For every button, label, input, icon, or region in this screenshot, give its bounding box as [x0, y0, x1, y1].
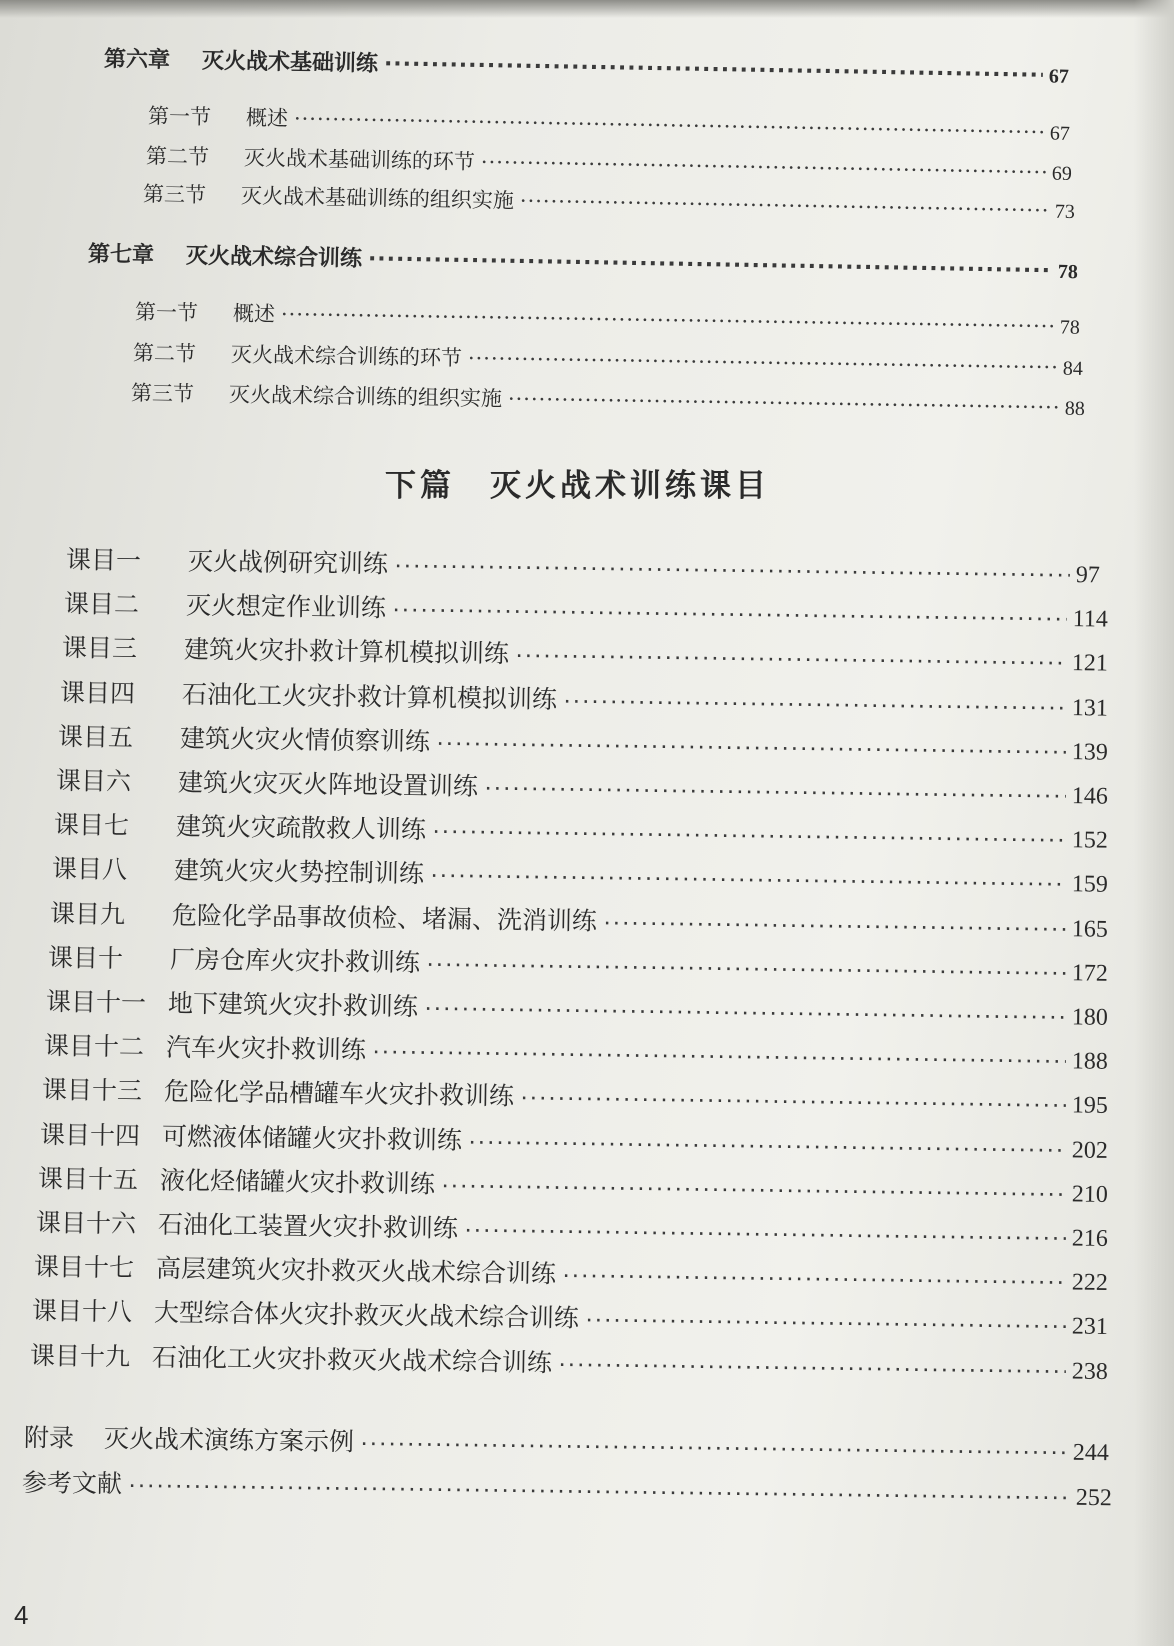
- dot-leader: [563, 686, 1066, 722]
- course-page: 139: [1071, 738, 1109, 766]
- chapter-title: 灭火战术基础训练: [201, 48, 379, 77]
- appendix-page: 244: [1072, 1439, 1110, 1467]
- course-title: 危险化学品槽罐车火灾扑救训练: [163, 1078, 515, 1111]
- toc-section-7-1: [135, 296, 1080, 341]
- course-number: 课目十五: [37, 1164, 139, 1195]
- section-page: 88: [1064, 397, 1086, 420]
- course-number: 课目十四: [39, 1120, 141, 1150]
- course-number: 课目十: [47, 943, 124, 973]
- toc-course: [34, 1247, 1108, 1298]
- section-page: 84: [1062, 357, 1084, 380]
- toc-course: [54, 805, 1108, 856]
- section-number: 第三节: [130, 381, 195, 406]
- course-title: 厂房仓库火灾扑救训练: [169, 945, 421, 977]
- toc-section-6-3: [143, 178, 1075, 225]
- toc-course: [60, 673, 1108, 724]
- course-number: 课目十八: [31, 1297, 133, 1327]
- course-title: 危险化学品事故侦检、堵漏、洗消训练: [171, 901, 598, 936]
- course-page: 131: [1071, 694, 1109, 722]
- course-page: 231: [1071, 1313, 1109, 1341]
- section-number: 第二节: [132, 341, 197, 366]
- section-title: 灭火战术基础训练的环节: [243, 145, 476, 175]
- page-top-shadow: [0, 0, 1174, 18]
- section-title: 灭火战术基础训练的组织实施: [240, 183, 515, 213]
- course-number: 课目七: [53, 811, 130, 841]
- toc-course: [56, 761, 1108, 812]
- toc-course: [42, 1070, 1108, 1121]
- course-page: 188: [1071, 1048, 1109, 1076]
- section-title: 灭火战术综合训练的环节: [230, 342, 463, 371]
- page-right-shadow: [1134, 0, 1174, 1646]
- dot-leader: [520, 1083, 1066, 1120]
- toc-course: [62, 628, 1108, 679]
- toc-course: [40, 1115, 1108, 1166]
- toc-appendix: [24, 1418, 1109, 1468]
- course-page: 172: [1071, 960, 1109, 987]
- course-page: 222: [1071, 1269, 1109, 1297]
- part-title: 下篇 灭火战术训练课目: [385, 468, 770, 504]
- course-number: 课目四: [59, 678, 136, 708]
- toc-chapter-7: [88, 237, 1078, 285]
- course-page: 180: [1071, 1004, 1109, 1031]
- section-title: 概述: [232, 301, 276, 327]
- dot-leader: [558, 1349, 1066, 1385]
- course-title: 建筑火灾火情侦察训练: [179, 724, 431, 756]
- section-number: 第三节: [142, 182, 207, 208]
- toc-references: [22, 1463, 1112, 1513]
- course-number: 课目二: [63, 590, 140, 620]
- course-title: 石油化工火灾扑救灭火战术综合训练: [151, 1343, 553, 1377]
- course-title: 汽车火灾扑救训练: [165, 1033, 367, 1065]
- course-page: 216: [1071, 1225, 1109, 1252]
- dot-leader: [468, 1127, 1066, 1164]
- course-title: 灭火想定作业训练: [185, 591, 387, 623]
- course-number: 课目一: [65, 546, 142, 576]
- toc-course: [32, 1291, 1108, 1342]
- course-number: 课目十九: [29, 1341, 131, 1371]
- dot-leader: [432, 816, 1066, 854]
- chapter-page: 78: [1057, 260, 1078, 284]
- toc-course: [38, 1159, 1108, 1210]
- dot-leader: [281, 302, 1054, 338]
- course-page: 165: [1071, 915, 1109, 943]
- section-number: 第二节: [145, 144, 210, 170]
- page-number: 4: [14, 1600, 29, 1630]
- dot-leader: [562, 1261, 1066, 1297]
- dot-leader: [426, 949, 1066, 987]
- course-number: 课目五: [57, 722, 134, 752]
- toc-course: [46, 982, 1108, 1033]
- section-page: 73: [1054, 200, 1076, 224]
- course-number: 课目六: [55, 767, 132, 797]
- dot-leader: [368, 247, 1052, 284]
- chapter-title: 灭火战术综合训练: [185, 243, 363, 272]
- dot-leader: [484, 773, 1066, 810]
- dot-leader: [430, 861, 1066, 899]
- dot-leader: [384, 52, 1043, 88]
- course-title: 灭火战例研究训练: [187, 547, 389, 579]
- toc-course: [64, 584, 1108, 635]
- course-page: 159: [1071, 871, 1109, 899]
- dot-leader: [128, 1470, 1070, 1511]
- dot-leader: [481, 150, 1046, 184]
- appendix-label: 附录: [23, 1424, 75, 1453]
- dot-leader: [372, 1037, 1066, 1076]
- chapter-number: 第七章: [87, 242, 155, 269]
- toc-course: [36, 1203, 1108, 1254]
- toc-section-7-2: [133, 337, 1083, 382]
- course-title: 地下建筑火灾扑救训练: [167, 989, 419, 1022]
- chapter-number: 第六章: [103, 47, 171, 74]
- course-page: 114: [1072, 606, 1109, 633]
- course-title: 液化烃储罐火灾扑救训练: [159, 1166, 436, 1199]
- chapter-page: 67: [1048, 65, 1070, 88]
- course-number: 课目八: [51, 855, 128, 885]
- course-page: 152: [1071, 827, 1109, 854]
- section-page: 67: [1049, 122, 1071, 145]
- course-number: 课目三: [61, 634, 138, 664]
- toc-chapter-6: [104, 42, 1069, 90]
- dot-leader: [394, 551, 1070, 589]
- section-number: 第一节: [134, 300, 199, 325]
- course-page: 121: [1071, 650, 1109, 677]
- course-title: 可燃液体储罐火灾扑救训练: [161, 1122, 463, 1155]
- section-page: 78: [1059, 316, 1081, 339]
- dot-leader: [424, 993, 1066, 1031]
- course-number: 课目十六: [35, 1209, 137, 1239]
- toc-course: [30, 1336, 1108, 1387]
- dot-leader: [603, 907, 1066, 942]
- course-page: 195: [1071, 1092, 1109, 1120]
- section-title: 概述: [245, 105, 289, 131]
- toc-course: [52, 849, 1108, 900]
- course-page: 97: [1075, 562, 1101, 589]
- section-number: 第一节: [147, 104, 212, 130]
- course-number: 课目九: [49, 899, 126, 929]
- dot-leader: [436, 728, 1066, 766]
- section-title: 灭火战术综合训练的组织实施: [228, 382, 503, 411]
- dot-leader: [585, 1305, 1066, 1341]
- course-number: 课目十一: [45, 988, 147, 1018]
- dot-leader: [515, 641, 1066, 678]
- toc-course: [44, 1026, 1108, 1077]
- course-page: 146: [1071, 783, 1109, 810]
- dot-leader: [520, 189, 1049, 223]
- course-title: 建筑火灾火势控制训练: [173, 857, 425, 889]
- course-title: 建筑火灾疏散救人训练: [175, 812, 427, 845]
- toc-course: [58, 717, 1108, 768]
- course-title: 大型综合体火灾扑救灭火战术综合训练: [153, 1299, 580, 1334]
- dot-leader: [392, 595, 1067, 633]
- dot-leader: [294, 107, 1044, 145]
- dot-leader: [441, 1170, 1066, 1208]
- course-title: 石油化工火灾扑救计算机模拟训练: [181, 680, 558, 714]
- course-title: 建筑火灾扑救计算机模拟训练: [183, 636, 510, 669]
- dot-leader: [464, 1215, 1066, 1252]
- course-page: 210: [1071, 1181, 1109, 1208]
- references-title: 参考文献: [21, 1469, 123, 1499]
- course-number: 课目十三: [41, 1076, 143, 1106]
- course-number: 课目十二: [43, 1032, 145, 1062]
- course-title: 建筑火灾灭火阵地设置训练: [177, 768, 479, 801]
- section-page: 69: [1051, 162, 1073, 185]
- course-page: 238: [1071, 1358, 1109, 1385]
- references-page: 252: [1075, 1484, 1113, 1512]
- dot-leader: [360, 1428, 1067, 1466]
- toc-course: [66, 540, 1100, 590]
- course-title: 高层建筑火灾扑救灭火战术综合训练: [155, 1254, 557, 1289]
- toc-course: [50, 894, 1108, 945]
- toc-section-7-3: [131, 377, 1085, 422]
- appendix-title: 灭火战术演练方案示例: [103, 1425, 355, 1457]
- toc-course: [48, 938, 1108, 989]
- dot-leader: [468, 346, 1057, 379]
- course-number: 课目十七: [33, 1253, 135, 1283]
- course-page: 202: [1071, 1137, 1109, 1164]
- dot-leader: [508, 387, 1059, 420]
- toc-section-6-1: [148, 100, 1070, 147]
- course-title: 石油化工装置火灾扑救训练: [157, 1210, 459, 1243]
